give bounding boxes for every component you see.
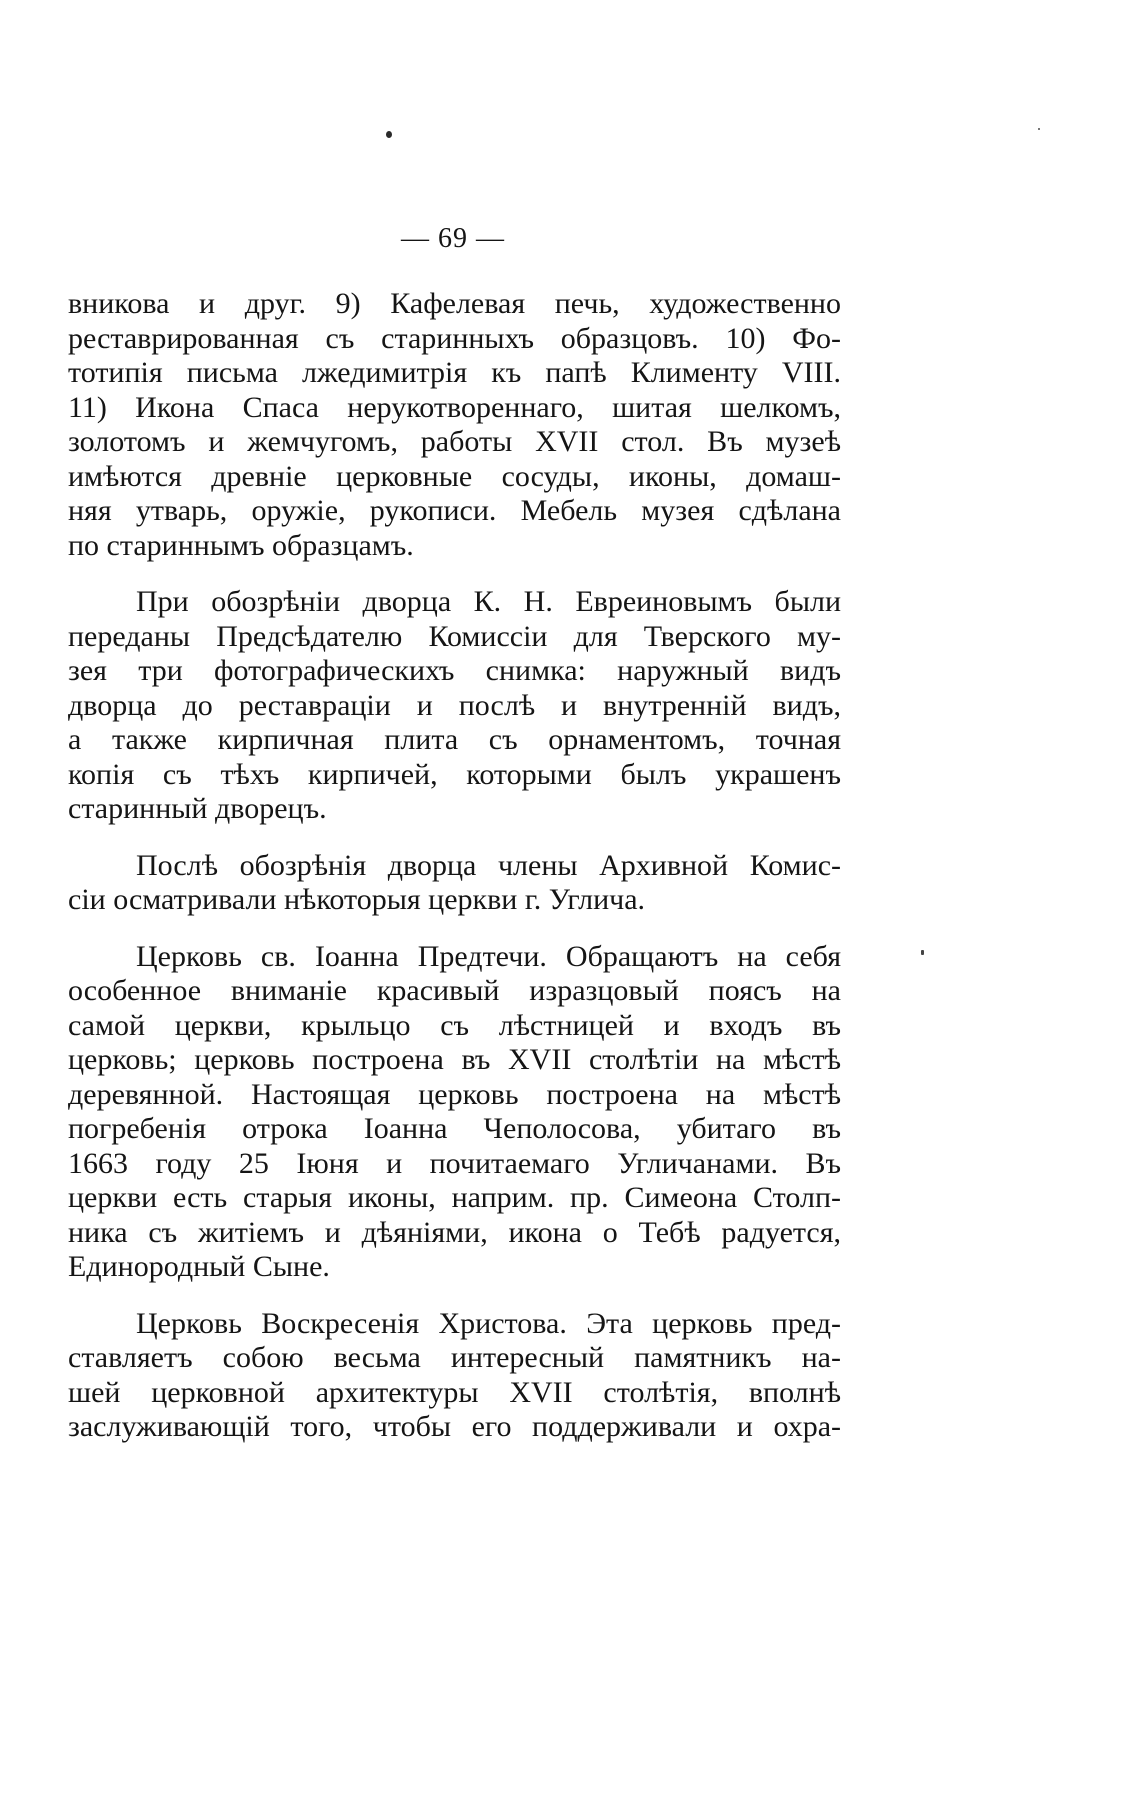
text-line: сіи осматривали нѣкоторыя церкви г. Углича. bbox=[68, 883, 646, 916]
text-line: Послѣ обозрѣнія дворца члены Архивной Комис- bbox=[136, 848, 841, 882]
text-line: деревянной. Настоящая церковь построена на мѣстѣ bbox=[68, 1077, 841, 1111]
paragraph-museum-items bbox=[68, 287, 841, 563]
text-line: няя утварь, оружіе, рукописи. Мебель музея сдѣлана bbox=[68, 494, 841, 527]
text-line: Церковь св. Іоанна Предтечи. Обращаютъ на себя bbox=[136, 939, 841, 973]
text-line: погребенія отрока Іоанна Чеполосова, убитаго въ bbox=[68, 1112, 841, 1145]
text-line: При обозрѣніи дворца К. Н. Евреиновымъ были bbox=[136, 585, 841, 618]
text-line: 11) Икона Спаса нерукотвореннаго, шитая шелкомъ, bbox=[68, 390, 841, 424]
text-line: 1663 году 25 Іюня и почитаемаго Угличанами. Въ bbox=[68, 1146, 841, 1180]
paragraph-church-resurrection bbox=[68, 1307, 841, 1445]
body-text bbox=[68, 287, 841, 1445]
text-line: копія съ тѣхъ кирпичей, которыми былъ украшенъ bbox=[68, 757, 841, 791]
text-line: ставляетъ собою весьма интересный памятникъ на- bbox=[68, 1341, 841, 1374]
text-line: золотомъ и жемчугомъ, работы XVII стол. Въ музеѣ bbox=[68, 425, 841, 458]
text-line: Церковь Воскресенія Христова. Эта церковь пред- bbox=[136, 1306, 841, 1340]
margin-speck bbox=[1038, 128, 1040, 130]
text-line: старинный дворецъ. bbox=[68, 792, 327, 825]
text-line: реставрированная съ старинныхъ образцовъ. 10) Фо- bbox=[68, 321, 841, 355]
text-line: Единородный Сыне. bbox=[68, 1250, 330, 1283]
text-line: зея три фотографическихъ снимка: наружный видъ bbox=[68, 654, 841, 687]
text-line: дворца до реставраціи и послѣ и внутренній видъ, bbox=[68, 688, 841, 722]
paragraph-church-john-baptist bbox=[68, 940, 841, 1285]
text-line: особенное вниманіе красивый изразцовый поясъ на bbox=[68, 974, 841, 1007]
text-line: имѣются древніе церковные сосуды, иконы, домаш- bbox=[68, 459, 841, 493]
text-line: самой церкви, крыльцо съ лѣстницей и входъ въ bbox=[68, 1008, 841, 1042]
paragraph-churches-visit bbox=[68, 849, 841, 918]
text-line: переданы Предсѣдателю Комиссіи для Тверского му- bbox=[68, 619, 841, 653]
text-line: заслуживающій того, чтобы его поддерживали и охра- bbox=[68, 1410, 841, 1443]
printed-dot-mark bbox=[386, 131, 392, 138]
text-line: по стариннымъ образцамъ. bbox=[68, 528, 414, 562]
text-line: а также кирпичная плита съ орнаментомъ, точная bbox=[68, 723, 841, 756]
text-line: вникова и друг. 9) Кафелевая печь, художественно bbox=[68, 287, 841, 320]
paragraph-palace-inspection bbox=[68, 585, 841, 827]
text-line: шей церковной архитектуры XVII столѣтія, вполнѣ bbox=[68, 1375, 841, 1409]
text-line: тотипія письма лжедимитрія къ папѣ Клименту VIII. bbox=[68, 356, 841, 389]
margin-speck bbox=[921, 950, 924, 955]
page-number: — 69 — bbox=[401, 223, 505, 254]
text-line: церковь; церковь построена въ XVII столѣтіи на мѣстѣ bbox=[68, 1043, 841, 1076]
text-line: церкви есть старыя иконы, наприм. пр. Симеона Столп- bbox=[68, 1181, 841, 1214]
text-line: ника съ житіемъ и дѣяніями, икона о Тебѣ радуется, bbox=[68, 1215, 841, 1249]
